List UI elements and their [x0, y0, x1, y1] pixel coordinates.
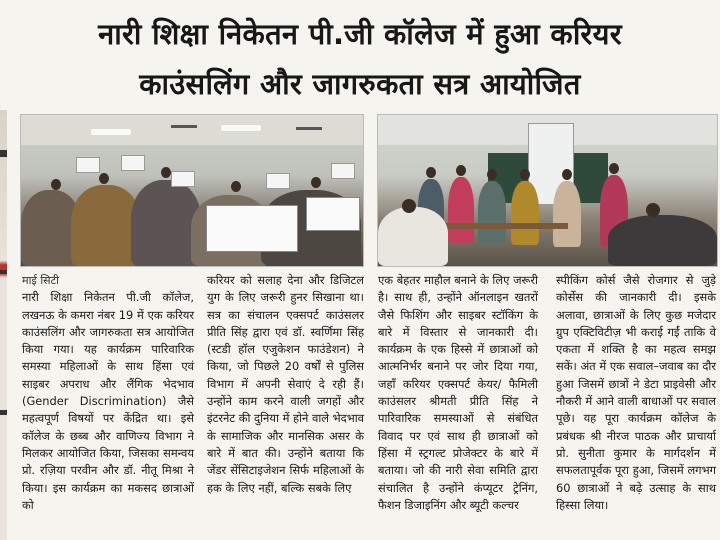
column-4-text: स्पीकिंग कोर्स जैसे रोजगार से जुड़े कोर्सेस की जानकारी दी। इसके अलावा, छात्राओं के लिए कुछ मजेदार ग्रुप एक्टिविटीज़ भी कराई गईं ताकि वे एकता में शक्ति है का महत्व समझ सकें। अंत में एक सवाल–जवाब का दौर हुआ जिसमें छात्रों ने डेटा प्राइवेसी और नौकरी में आने वाली बाधाओं पर सवाल पूछे। यह पूरा कार्यक्रम कॉलेज के प्रबंधक श्री नीरज पाठक और प्राचार्या प्रो. सुनीता कुमार के मार्गदर्शन में सफलतापूर्वक पूरा हुआ, जिसमें लगभग 60 छात्राओं ने बढ़े उत्साह के साथ हिस्सा लिया। — [556, 273, 716, 512]
headline-line-2: काउंसलिंग और जागरुकता सत्र आयोजित — [139, 67, 581, 101]
headline-line-1: नारी शिक्षा निकेतन पी.जी कॉलेज में हुआ करियर — [98, 17, 622, 51]
adjacent-article-strip — [0, 110, 7, 540]
article-column-2 — [207, 272, 364, 497]
article-column-1 — [22, 272, 194, 514]
column-1-text: नारी शिक्षा निकेतन पी.जी कॉलेज, लखनऊ के कमरा नंबर 19 में एक करियर काउंसलिंग और जागरुकता सत्र आयोजित किया गया। यह कार्यक्रम पारिवारिक समस्या महिलाओं के साथ हिंसा एवं साइबर अपराध और लैंगिक भेदभाव (Gender Discrimination) जैसे महत्वपूर्ण विषयों पर केंद्रित था। इसे कॉलेज के छब्ब और वाणिज्य विभाग ने मिलकर आयोजित किया, जिसका समन्वय प्रो. रज़िया परवीन और डॉ. नीतू मिश्रा ने किया। इस कार्यक्रम का मकसद छात्राओं को — [22, 290, 194, 512]
column-3-text: एक बेहतर माहौल बनाने के लिए जरूरी है। साथ ही, उन्होंने ऑनलाइन खतरों जैसे फिशिंग और साइबर स्टॉकिंग के बारे में विस्तार से जानकारी दी। कार्यक्रम के एक हिस्से में छात्राओं को आत्मनिर्भर बनाने पर जोर दिया गया, जहाँ करियर एक्सपर्ट केयर/ फैमिली काउंसलर श्रीमती प्रीति सिंह ने पारिवारिक समस्याओं से संबंधित विवाद पर एवं साथ ही छात्राओं को हिंसा में स्ट्रगल्ट प्रोजेक्टर के बारे में बताया। जो की नारी सेवा समिति द्वारा संचालित है उन्होंने कंप्यूटर ट्रेनिंग, फैशन डिजाइनिंग और ब्यूटी कल्चर — [378, 273, 538, 512]
photo-speakers-stage — [377, 114, 718, 267]
photo-classroom-students — [20, 114, 364, 267]
dateline: माई सिटी — [22, 274, 60, 287]
article-column-3 — [378, 272, 538, 514]
column-2-text: करियर को सलाह देना और डिजिटल युग के लिए जरूरी हुनर सिखाना था। सत्र का संचालन एक्सपर्ट काउंसलर प्रीति सिंह द्वारा एवं डॉ. स्वर्णिमा सिंह (स्टडी हॉल एजुकेशन फाउंडेशन) ने किया, जो पिछले 20 वर्षों से पुलिस विभाग में अपनी सेवाएं दे रही हैं। उन्होंने काम करने वाली जगहों और इंटरनेट की दुनिया में होने वाले भेदभाव के सामाजिक और मानसिक असर के बारे में बात की। उन्होंने बताया कि जेंडर सेंसिटाइजेशन सिर्फ महिलाओं के हक के लिए नहीं, बल्कि सबके लिए — [207, 273, 364, 495]
article-column-4 — [556, 272, 716, 514]
